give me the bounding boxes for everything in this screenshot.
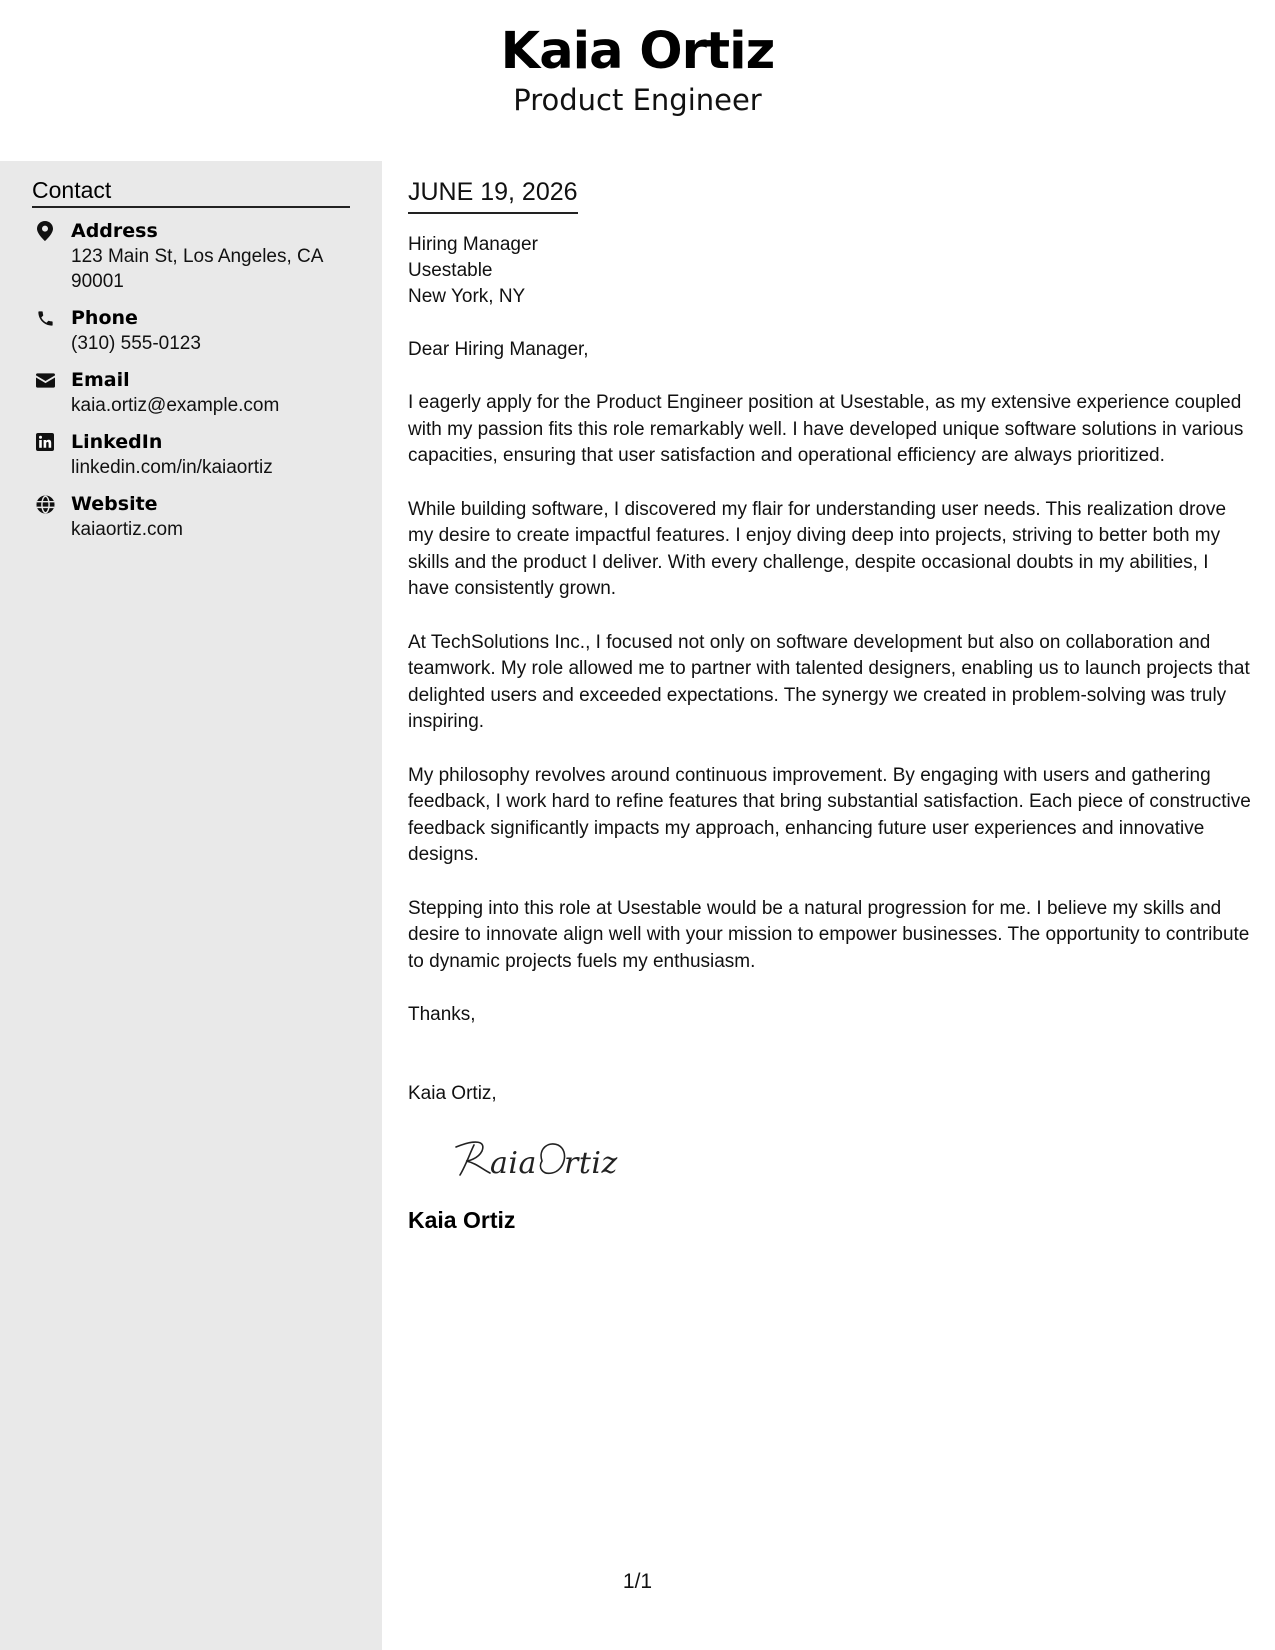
contact-value: 123 Main St, Los Angeles, CA 90001 bbox=[71, 246, 323, 292]
sign-off-name: Kaia Ortiz, bbox=[408, 1083, 497, 1104]
signed-name: Kaia Ortiz bbox=[408, 1207, 516, 1233]
contact-item-email bbox=[32, 368, 352, 418]
contact-list bbox=[32, 219, 352, 554]
recipient-line: New York, NY bbox=[408, 286, 526, 307]
contact-label: Website bbox=[71, 493, 158, 515]
salutation: Dear Hiring Manager, bbox=[408, 339, 589, 360]
body-paragraph: At TechSolutions Inc., I focused not only on software development but also on collaboration and teamwork. My role allowed me to partner with talented designers, enabling us to launch projects that delighted users and exceeded expectations. The synergy we created in problem-solving was truly inspiring. bbox=[408, 631, 1250, 732]
page-number: 1/1 bbox=[622, 1570, 653, 1593]
contact-item-phone bbox=[32, 306, 352, 356]
globe-icon bbox=[35, 494, 55, 514]
letter-date: JUNE 19, 2026 bbox=[408, 176, 578, 214]
contact-label: Phone bbox=[71, 307, 138, 329]
svg-text:aia: aia bbox=[490, 1146, 537, 1181]
contact-item-linkedin bbox=[32, 430, 352, 480]
contact-value: linkedin.com/in/kaiaortiz bbox=[71, 457, 273, 478]
contact-value: kaiaortiz.com bbox=[71, 519, 183, 540]
contact-sidebar bbox=[0, 161, 382, 1650]
contact-item-address bbox=[32, 219, 352, 294]
closing: Thanks, bbox=[408, 1004, 476, 1025]
letter-body bbox=[408, 176, 1253, 1235]
phone-icon bbox=[35, 308, 55, 328]
contact-value: kaia.ortiz@example.com bbox=[71, 395, 280, 416]
contact-label: Address bbox=[71, 220, 158, 242]
recipient-line: Usestable bbox=[408, 260, 493, 281]
recipient-block bbox=[408, 232, 1253, 310]
body-paragraph: Stepping into this role at Usestable would be a natural progression for me. I believe my skills and desire to innovate align well with your mission to empower businesses. The opportunity to contribute to dynamic projects fuels my enthusiasm. bbox=[408, 897, 1250, 972]
body-paragraph: While building software, I discovered my flair for understanding user needs. This realization drove my desire to create impactful features. I enjoy diving deep into projects, striving to better both my skills and the product I deliver. With every challenge, despite occasional doubts in my abilities, I have consistently grown. bbox=[408, 498, 1227, 599]
envelope-icon bbox=[35, 370, 55, 390]
body-paragraph: I eagerly apply for the Product Engineer position at Usestable, as my extensive experience coupled with my passion fits this role remarkably well. I have developed unique software solutions in various capacities, ensuring that user satisfaction and operational efficiency are always prioritized. bbox=[408, 392, 1244, 466]
applicant-title: Product Engineer bbox=[513, 83, 762, 117]
contact-value: (310) 555-0123 bbox=[71, 333, 201, 354]
recipient-line: Hiring Manager bbox=[408, 234, 538, 255]
handwritten-signature bbox=[446, 1135, 636, 1187]
svg-text:rtiz: rtiz bbox=[564, 1146, 618, 1181]
contact-label: LinkedIn bbox=[71, 431, 163, 453]
contact-heading: Contact bbox=[32, 175, 350, 208]
letter-header bbox=[0, 22, 1275, 118]
body-paragraph: My philosophy revolves around continuous improvement. By engaging with users and gathering feedback, I work hard to refine features that bring substantial satisfaction. Each piece of constructive feedback significantly impacts my approach, enhancing future user experiences and innovative designs. bbox=[408, 764, 1251, 865]
contact-item-website bbox=[32, 492, 352, 542]
linkedin-icon bbox=[35, 432, 55, 452]
contact-label: Email bbox=[71, 369, 130, 391]
map-pin-icon bbox=[35, 221, 55, 241]
applicant-name: Kaia Ortiz bbox=[500, 22, 775, 81]
